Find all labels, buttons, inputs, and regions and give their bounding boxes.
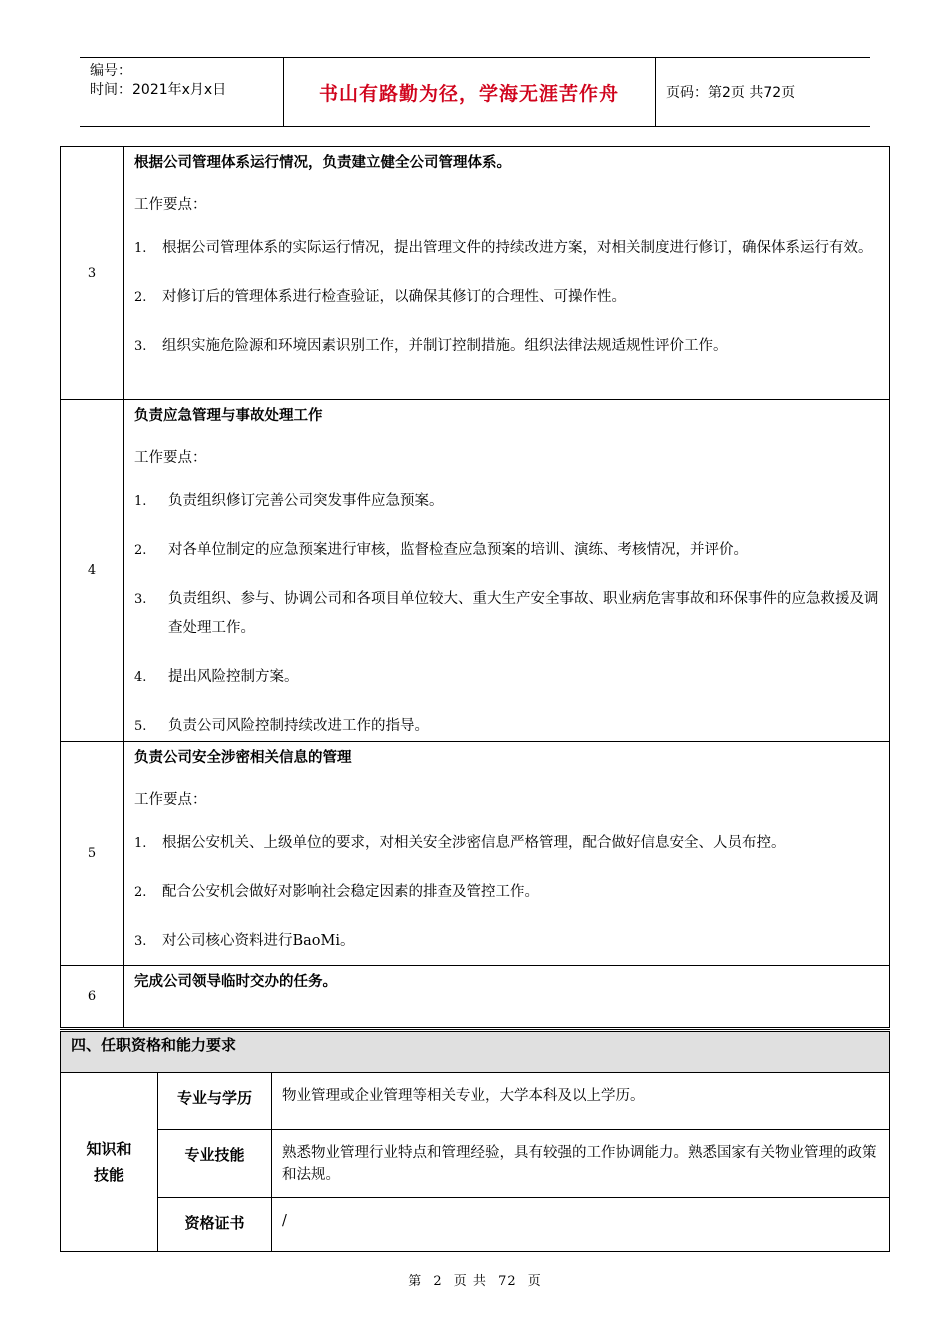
duty-title: 根据公司管理体系运行情况，负责建立健全公司管理体系。: [134, 155, 511, 171]
duty-subtitle: 工作要点：: [134, 197, 207, 213]
qualifications-table: [60, 1029, 890, 1252]
list-item: [134, 585, 889, 643]
duty-subtitle: 工作要点：: [134, 792, 207, 808]
header-meta: [80, 58, 284, 126]
list-item: [134, 927, 889, 956]
duty-number: 3: [61, 147, 124, 400]
item-number: 1.: [134, 494, 147, 509]
item-number: 2.: [134, 290, 147, 305]
duty-number: 6: [61, 966, 124, 1028]
duty-row: [61, 400, 890, 742]
list-item: [134, 234, 889, 263]
duty-content: [124, 966, 890, 1028]
item-text: 负责组织、参与、协调公司和各项目单位较大、重大生产安全事故、职业病危害事故和环保事件的应急救援及调查处理工作。: [168, 591, 879, 636]
header-page-cell: [656, 58, 870, 126]
item-number: 1.: [134, 836, 147, 851]
duty-row: [61, 966, 890, 1028]
duty-content: [124, 147, 890, 400]
row-label: 专业与学历: [158, 1073, 272, 1130]
item-text: 根据公安机关、上级单位的要求，对相关安全涉密信息严格管理，配合做好信息安全、人员布控。: [162, 835, 786, 851]
duty-title: 负责公司安全涉密相关信息的管理: [134, 750, 352, 766]
list-item: [134, 663, 889, 692]
item-number: 3.: [134, 592, 147, 607]
item-text: 对各单位制定的应急预案进行审核，监督检查应急预案的培训、演练、考核情况，并评价。: [168, 542, 748, 558]
row-value: 物业管理或企业管理等相关专业，大学本科及以上学历。: [272, 1073, 890, 1130]
page-label: 页码：第2页 共72页: [666, 85, 796, 101]
header-motto-cell: [283, 58, 656, 126]
qualification-row: [61, 1073, 890, 1130]
list-item: [134, 283, 889, 312]
item-text: 配合公安机会做好对影响社会稳定因素的排查及管控工作。: [162, 884, 539, 900]
item-text: 负责公司风险控制持续改进工作的指导。: [168, 718, 429, 734]
list-item: [134, 536, 889, 565]
duty-content: [124, 400, 890, 742]
duty-number: 5: [61, 742, 124, 966]
item-number: 5.: [134, 719, 147, 734]
duty-row: [61, 147, 890, 400]
list-item: [134, 487, 889, 516]
section-header-row: [61, 1031, 890, 1073]
list-item: [134, 712, 889, 741]
footer-total-pages: 72: [498, 1274, 517, 1289]
qualification-row: [61, 1198, 890, 1252]
page-footer: [0, 1270, 950, 1289]
footer-mid: 页 共: [453, 1274, 487, 1289]
duty-title: 负责应急管理与事故处理工作: [134, 408, 323, 424]
page-header: [80, 57, 870, 127]
row-label: 资格证书: [158, 1198, 272, 1252]
item-text: 组织实施危险源和环境因素识别工作，并制订控制措施。组织法律法规适规性评价工作。: [162, 338, 728, 354]
item-number: 2.: [134, 885, 147, 900]
item-number: 3.: [134, 934, 147, 949]
section-title: 四、任职资格和能力要求: [61, 1031, 890, 1073]
row-label: 专业技能: [158, 1130, 272, 1198]
item-text: 负责组织修订完善公司突发事件应急预案。: [168, 493, 444, 509]
footer-page-number: 2: [433, 1274, 443, 1289]
item-text: 提出风险控制方案。: [168, 669, 299, 685]
duty-content: [124, 742, 890, 966]
item-number: 2.: [134, 543, 147, 558]
list-item: [134, 878, 889, 907]
item-number: 4.: [134, 670, 147, 685]
serial-label: 编号：: [90, 63, 132, 79]
motto: 书山有路勤为径，学海无涯苦作舟: [318, 82, 619, 105]
list-item: [134, 829, 889, 858]
item-number: 1.: [134, 241, 147, 256]
list-item: [134, 332, 889, 361]
duty-row: [61, 742, 890, 966]
duty-subtitle: 工作要点：: [134, 450, 207, 466]
footer-prefix: 第: [408, 1274, 423, 1289]
duties-table: [60, 146, 890, 1028]
row-value: /: [272, 1198, 890, 1252]
item-text: 对修订后的管理体系进行检查验证，以确保其修订的合理性、可操作性。: [162, 289, 626, 305]
qualification-row: [61, 1130, 890, 1198]
group-label-text: 知识和技能: [86, 1140, 132, 1184]
group-label: [61, 1073, 158, 1252]
item-text: 根据公司管理体系的实际运行情况，提出管理文件的持续改进方案，对相关制度进行修订，确保体系运行有效。: [162, 240, 873, 256]
duty-title: 完成公司领导临时交办的任务。: [134, 974, 337, 990]
time-label: 时间：2021年x月x日: [90, 82, 227, 98]
item-text: 对公司核心资料进行BaoMi。: [162, 933, 355, 949]
duty-number: 4: [61, 400, 124, 742]
item-number: 3.: [134, 339, 147, 354]
footer-suffix: 页: [527, 1274, 542, 1289]
row-value: 熟悉物业管理行业特点和管理经验，具有较强的工作协调能力。熟悉国家有关物业管理的政策和法规。: [272, 1130, 890, 1198]
